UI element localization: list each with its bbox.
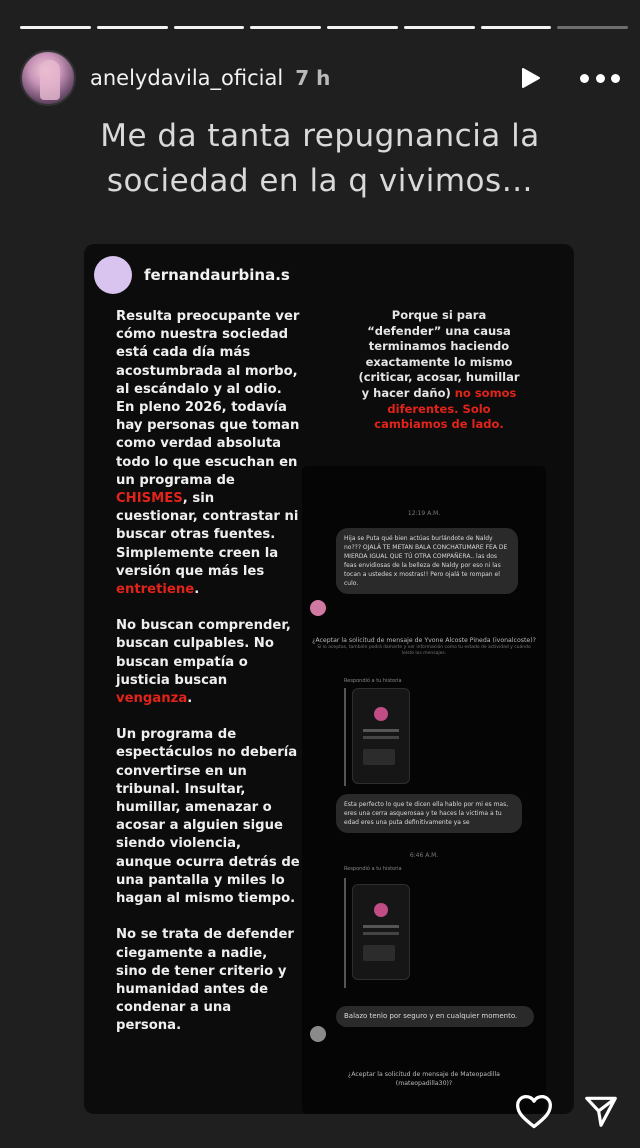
story-username[interactable]: anelydavila_oficial	[90, 66, 284, 90]
timestamp: 6:46 A.M.	[409, 852, 439, 859]
send-icon[interactable]	[582, 1092, 620, 1130]
timestamp: 12:19 A.M.	[407, 510, 441, 517]
post-avatar	[94, 256, 132, 294]
replied-label: Respondió a tu historia	[344, 678, 402, 684]
shared-post[interactable]	[84, 244, 574, 1114]
highlight-venganza: venganza	[116, 691, 188, 707]
post-side-text: Porque si para “defender” una causa terminamos haciendo exactamente lo mismo (criticar, acosar, humillar y hacer daño) no somos diferentes. Solo cambiamos de lado.	[358, 308, 520, 432]
highlight-entretiene: entretiene	[116, 582, 195, 598]
progress-segment	[174, 26, 245, 29]
progress-segment	[97, 26, 168, 29]
post-paragraph-1: Resulta preocupante ver cómo nuestra sociedad está cada día más acostumbrada al morbo, al escándalo y al odio. En pleno 2026, todavía hay personas que toman como verdad absoluta todo lo que escuchan en un programa de CHISMES, sin cuestionar, contrastar ni buscar otras fuentes. Simplemente creen la versión que más les entretiene.	[116, 309, 300, 598]
message-bubble: Balazo tenlo por seguro y en cualquier momento.	[336, 1006, 534, 1027]
post-paragraph-4: No se trata de defender ciegamente a nadie, sino de tener criterio y humanidad antes de condenar a una persona.	[116, 927, 294, 1034]
more-options-icon[interactable]	[580, 72, 620, 84]
post-paragraph-3: Un programa de espectáculos no debería convertirse en un tribunal. Insultar, humillar, amenazar o acosar a alguien sigue siendo violencia, aunque ocurra detrás de una pantalla y miles lo hagan al mismo tiempo.	[116, 727, 300, 907]
avatar[interactable]	[20, 50, 76, 106]
progress-segment	[481, 26, 552, 29]
replied-label: Respondió a tu historia	[344, 866, 402, 872]
play-icon[interactable]	[518, 66, 542, 90]
post-username: fernandaurbina.s	[144, 266, 290, 284]
story-header	[20, 50, 620, 106]
post-header	[94, 256, 290, 294]
side-text-highlight: no somos diferentes. Solo cambiamos de lado.	[374, 385, 517, 432]
message-bubble: Esta perfecto lo que te dicen ella hablo por mi es mas, eres una cerra asquerosaa y te haces la victima a tu edad eres una puta definitivamente ya se	[336, 794, 522, 833]
story-footer	[514, 1092, 620, 1130]
reply-bar	[344, 878, 346, 988]
progress-segment	[250, 26, 321, 29]
post-body-text	[116, 308, 300, 1054]
story-age: 7 h	[295, 66, 331, 90]
highlight-chismes: CHISMES	[116, 491, 183, 507]
progress-segment	[557, 26, 628, 29]
heart-icon[interactable]	[514, 1093, 554, 1129]
message-request: ¿Aceptar la solicitud de mensaje de Yvone Alcoste Pineda (ivonalcoste)? Si lo aceptas, también podrá llamarte y ver información como tu estado de actividad y cuándo leíste los mensajes.	[312, 637, 536, 656]
story-thumbnail	[352, 884, 410, 980]
message-request: ¿Aceptar la solicitud de mensaje de Mateopadilla (mateopadilla30)?	[348, 1071, 500, 1087]
message-bubble: Hija se Puta qué bien actúas burlándote de Naldy no??? OJALÁ TE METAN BALA CONCHATUMARE FEA DE MIERDA IGUAL QUE TÚ OTRA COMPAÑERA.. las dos feas envidiosas de la belleza de Naldy por eso ni las tocan a ustedes x mostras!! Pero ojalá te rompan el culo.	[336, 528, 518, 594]
sender-avatar	[310, 1026, 326, 1042]
progress-segment	[327, 26, 398, 29]
post-paragraph-2: No buscan comprender, buscan culpables. No buscan empatía o justicia buscan venganza.	[116, 618, 291, 707]
progress-segment	[404, 26, 475, 29]
dm-screenshot	[302, 466, 546, 1114]
sender-avatar	[310, 600, 326, 616]
story-caption: Me da tanta repugnancia la sociedad en la q vivimos…	[100, 118, 540, 199]
story-thumbnail	[352, 688, 410, 784]
progress-segment	[20, 26, 91, 29]
story-progress-bar	[20, 26, 628, 29]
reply-bar	[344, 688, 346, 786]
